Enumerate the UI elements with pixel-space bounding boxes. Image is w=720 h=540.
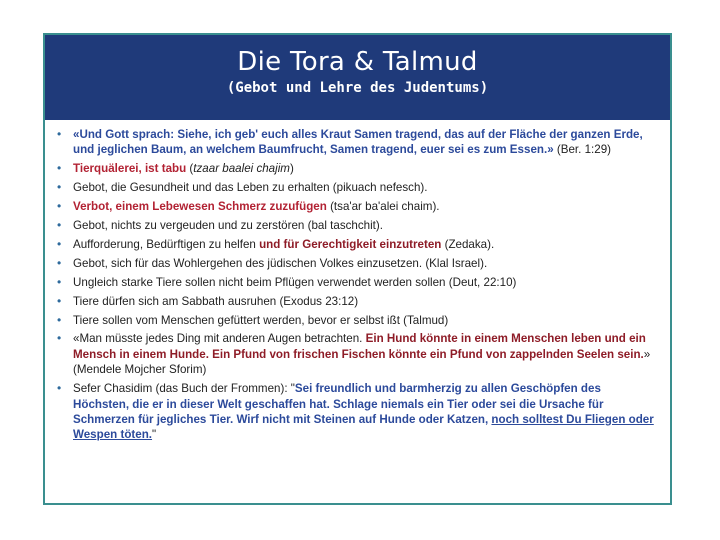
- list-item: [55, 294, 660, 309]
- plain-text: (tsa'ar ba'alei chaim).: [326, 200, 440, 214]
- plain-text: ): [289, 162, 294, 176]
- plain-text: Aufforderung, Bedürftigen zu helfen: [73, 237, 260, 251]
- list-item: [55, 256, 660, 271]
- emphasis-text: Verbot, einem Lebewesen Schmerz zuzufügen: [73, 200, 327, 214]
- plain-text: » (Mendele Mojcher Sforim): [73, 347, 651, 377]
- emphasis-text: Sei freundlich und barmherzig zu allen Geschöpfen des Höchsten, die er in dieser Welt geschaffen hat. Schlage niemals ein Tier oder sei die Ursache für Schmerzen für jegliches Tier. Wirf nicht mit Steinen auf Hunde oder Katzen,: [73, 382, 604, 426]
- list-item: [55, 331, 660, 377]
- quote-reference: (Ber. 1:29): [556, 143, 612, 157]
- emphasis-text: Ein Hund könnte in einem Menschen leben und ein Mensch in einem Hunde. Ein Pfund von frischen Fischen könnte ein Pfund von zappelnden Seelen sein.: [73, 332, 646, 361]
- header-banner: [45, 35, 670, 120]
- list-item: [55, 313, 660, 328]
- list-item: [55, 218, 660, 233]
- emphasis-text: Tierquälerei, ist tabu: [73, 162, 187, 176]
- list-item: [55, 127, 660, 158]
- plain-text: Gebot, sich für das Wohlergehen des jüdischen Volkes einzusetzen. (Klal Israel).: [73, 256, 488, 270]
- underlined-text: noch solltest Du Fliegen oder Wespen töten.: [73, 413, 654, 442]
- plain-text: Gebot, nichts zu vergeuden und zu zerstören (bal taschchit).: [73, 219, 383, 233]
- plain-text: Sefer Chasidim (das Buch der Frommen): ": [73, 382, 295, 396]
- plain-text: ": [152, 428, 157, 442]
- list-item: [55, 180, 660, 195]
- plain-text: Ungleich starke Tiere sollen nicht beim Pflügen verwendet werden sollen (Deut, 22:10): [73, 275, 517, 289]
- bible-quote: «Und Gott sprach: Siehe, ich geb' euch alles Kraut Samen tragend, das auf der Fläche der ganzen Erde, und jeglichen Baum, an welchem Baumfrucht, Samen tragend, euer sei es zum Essen.»: [73, 128, 643, 157]
- plain-text: Tiere sollen vom Menschen gefüttert werden, bevor er selbst ißt (Talmud): [73, 313, 449, 327]
- plain-text: Tiere dürfen sich am Sabbath ausruhen (Exodus 23:12): [73, 294, 359, 308]
- list-item: [55, 161, 660, 176]
- plain-text: (: [186, 162, 194, 176]
- page-title: Die Tora & Talmud: [237, 47, 478, 77]
- bullet-list: [55, 127, 660, 446]
- plain-text: (Zedaka).: [441, 237, 495, 251]
- emphasis-text: und für Gerechtigkeit einzutreten: [259, 237, 442, 251]
- page-subtitle: (Gebot und Lehre des Judentums): [226, 80, 489, 96]
- slide-frame: [43, 33, 672, 505]
- list-item: [55, 381, 660, 443]
- plain-text: Gebot, die Gesundheit und das Leben zu erhalten (pikuach nefesch).: [73, 181, 428, 195]
- list-item: [55, 237, 660, 252]
- list-item: [55, 275, 660, 290]
- italic-term: tzaar baalei chajim: [193, 162, 290, 176]
- list-item: [55, 199, 660, 214]
- plain-text: «Man müsste jedes Ding mit anderen Augen betrachten.: [73, 332, 366, 346]
